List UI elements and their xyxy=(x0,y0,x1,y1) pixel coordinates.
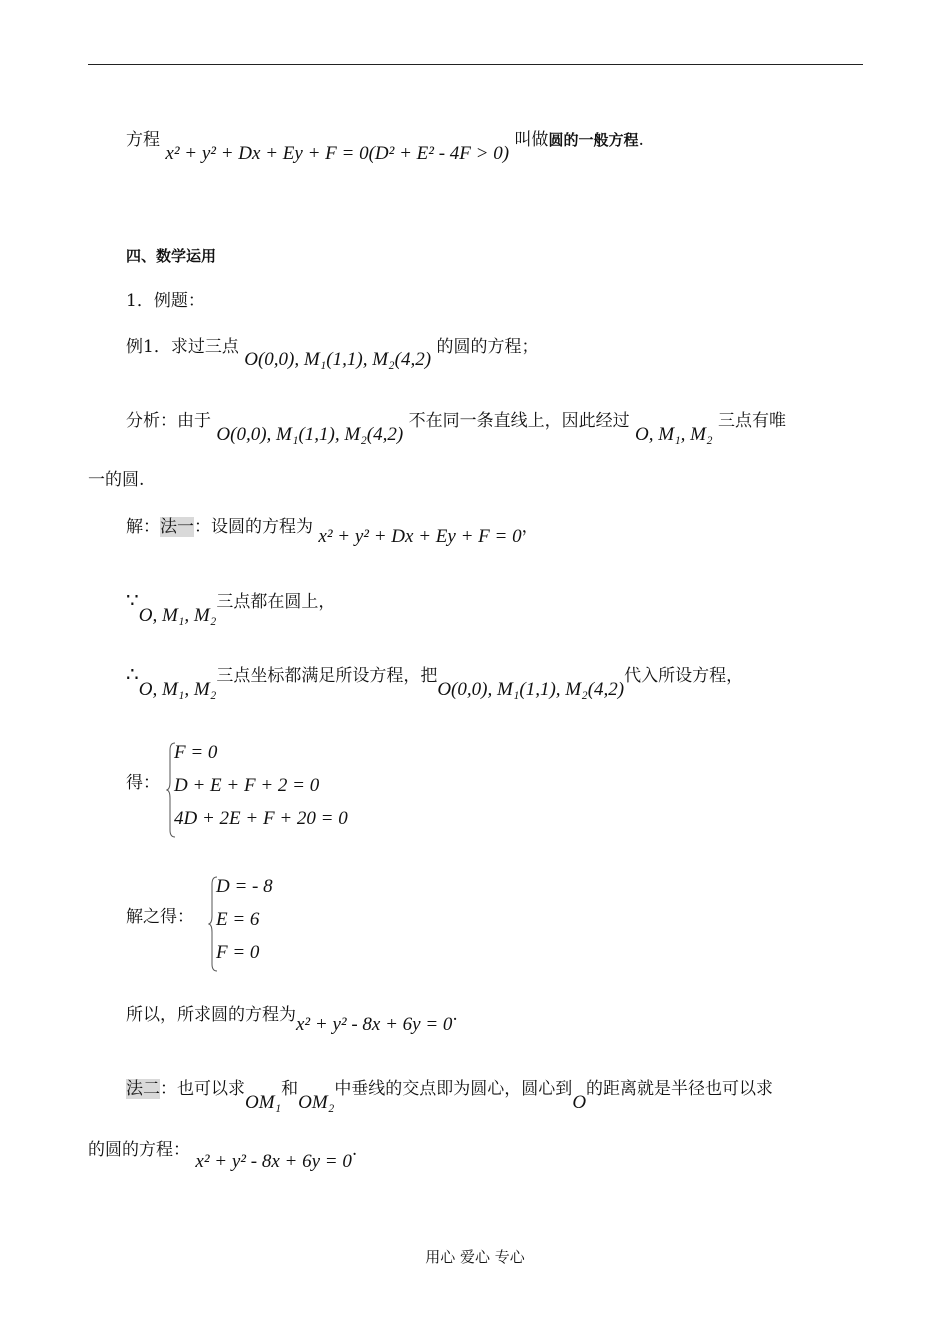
example-points: O(0,0), M₁(1,1), M₂(4,2) xyxy=(244,349,432,370)
page-footer: 用心 爱心 专心 xyxy=(425,1248,525,1266)
method-2-label: 法二 xyxy=(126,1079,160,1099)
because-line xyxy=(126,588,336,626)
method-2-text-1: ：也可以求 xyxy=(160,1079,245,1099)
therefore-points-full: O(0,0), M₁(1,1), M₂(4,2) xyxy=(437,679,625,700)
solution-equation: x² + y² + Dx + Ey + F = 0 xyxy=(318,526,522,547)
general-form-prefix: 方程 xyxy=(126,130,160,150)
analysis-points-short: O, M₁, M₂ xyxy=(635,424,713,445)
method-2-equation: x² + y² - 8x + 6y = 0 xyxy=(195,1151,352,1172)
result-prefix: 所以，所求圆的方程为 xyxy=(126,1005,296,1025)
therefore-points: O, M₁, M₂ xyxy=(138,679,217,700)
general-form-mid: 叫做 xyxy=(514,130,549,150)
general-form-end: . xyxy=(638,130,644,150)
method-2-line-2 xyxy=(88,1138,358,1172)
result-end: . xyxy=(452,1005,458,1025)
result-line xyxy=(126,1003,458,1035)
om2-symbol: OM₂ xyxy=(298,1092,335,1113)
system-2 xyxy=(208,876,328,972)
system-1-row-1: F = 0 xyxy=(174,742,218,763)
system-2-label: 解之得： xyxy=(126,907,194,927)
general-form-line xyxy=(126,128,644,164)
o-symbol: O xyxy=(572,1092,587,1113)
om1-symbol: OM₁ xyxy=(245,1092,282,1113)
system-2-row-3: F = 0 xyxy=(216,942,260,963)
method-2-text-3: 中垂线的交点即为圆心，圆心到 xyxy=(334,1079,573,1099)
therefore-symbol: ∴ xyxy=(126,662,139,686)
analysis-prefix: 分析：由于 xyxy=(126,411,211,431)
method-2-text-2: 和 xyxy=(281,1079,299,1099)
example-1 xyxy=(126,335,539,370)
because-symbol: ∵ xyxy=(126,588,139,612)
analysis-line-1 xyxy=(126,409,787,445)
system-1-row-2: D + E + F + 2 = 0 xyxy=(174,775,320,796)
because-text: 三点都在圆上， xyxy=(216,592,336,612)
section-heading: 四、数学运用 xyxy=(126,247,217,265)
analysis-line-2: 一的圆. xyxy=(88,470,145,490)
method-2-text-5: 的圆的方程： xyxy=(88,1140,190,1160)
system-1-row-3: 4D + 2E + F + 20 = 0 xyxy=(174,808,348,829)
subsection-title: 1．例题： xyxy=(126,291,205,311)
therefore-line xyxy=(126,662,744,700)
system-2-row-1: D = - 8 xyxy=(216,876,273,897)
example-label: 例1．求过三点 xyxy=(126,337,239,357)
system-2-row-2: E = 6 xyxy=(216,909,260,930)
method-1-label: 法一 xyxy=(160,517,194,537)
system-1 xyxy=(166,742,386,838)
result-equation: x² + y² - 8x + 6y = 0 xyxy=(296,1014,453,1035)
header-rule xyxy=(88,64,863,65)
analysis-points: O(0,0), M₁(1,1), M₂(4,2) xyxy=(216,424,404,445)
solution-text: ：设圆的方程为 xyxy=(194,517,313,537)
solution-line xyxy=(126,515,539,547)
therefore-end: 代入所设方程， xyxy=(624,666,744,686)
analysis-suffix: 三点有唯 xyxy=(718,411,787,431)
solution-prefix: 解： xyxy=(126,517,160,537)
method-2-end: . xyxy=(351,1140,358,1160)
method-2-line-1 xyxy=(126,1077,774,1113)
solution-end: ， xyxy=(521,517,539,537)
because-points: O, M₁, M₂ xyxy=(138,605,217,626)
analysis-middle: 不在同一条直线上，因此经过 xyxy=(408,411,630,431)
method-2-text-4: 的距离就是半径也可以求 xyxy=(586,1079,774,1099)
system-1-label: 得： xyxy=(126,773,160,793)
general-form-equation: x² + y² + Dx + Ey + F = 0(D² + E² - 4F > 0) xyxy=(165,143,510,164)
example-suffix: 的圆的方程； xyxy=(436,337,539,357)
general-form-term: 圆的一般方程 xyxy=(548,131,639,149)
therefore-text: 三点坐标都满足所设方程，把 xyxy=(216,666,438,686)
